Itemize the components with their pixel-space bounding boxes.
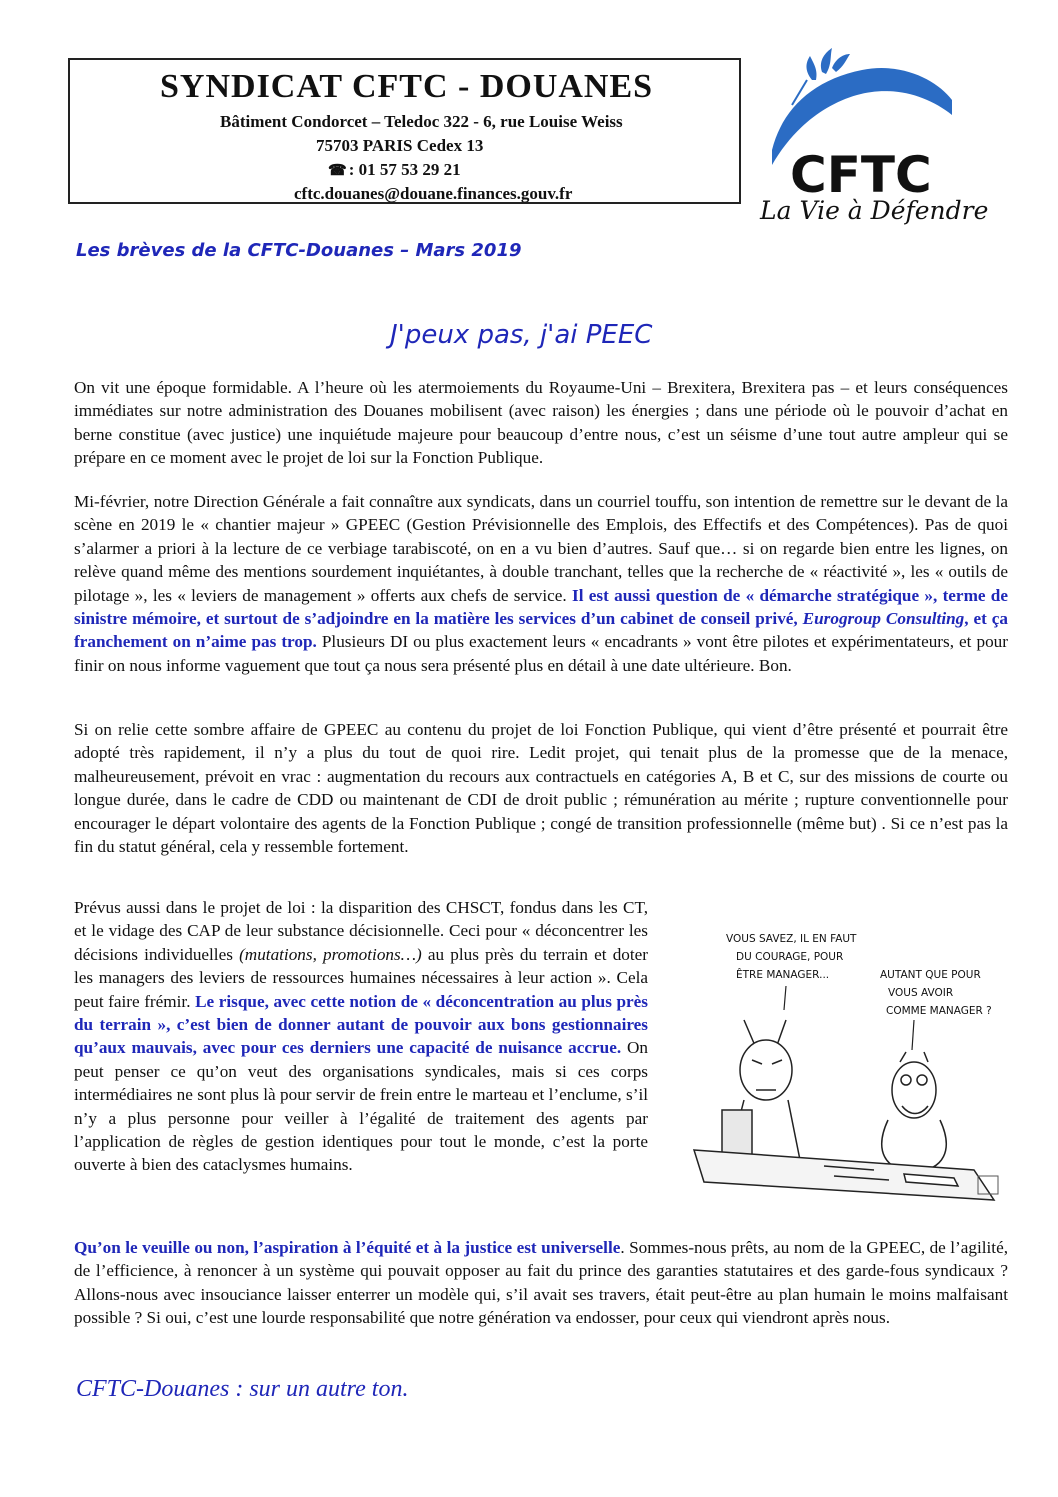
phone-line bbox=[328, 160, 461, 180]
email-address[interactable]: cftc.douanes@douane.finances.gouv.fr bbox=[294, 184, 573, 203]
paragraph-4-highlight: Le risque, avec cette notion de « déconcentration au plus près du terrain », c’est bien de donner autant de pouvoir aux bons gestionnaires qu’aux mauvais, avec pour ces derniers une capacité de nuisance accrue. bbox=[74, 991, 648, 1058]
paragraph-5-highlight: Qu’on le veuille ou non, l’aspiration à l’équité et à la justice est universelle bbox=[74, 1238, 621, 1257]
paragraph-3: Si on relie cette sombre affaire de GPEEC au contenu du projet de loi Fonction Publique, qui vient d’être présenté et pourrait être adopté très rapidement, il n’y a plus du tout de quoi rire. Ledit projet, qui tenait plus de la promesse que de la menace, malheureusement, prévoit en vrac : augmentation du recours aux contractuels en catégories A, B et C, sur des missions de courte ou longue durée, dans le cadre de CDD ou maintenant de CDI de droit public ; rémunération au mérite ; rupture conventionnelle pour encourager le départ volontaire des agents de la Fonction Publique ; congé de transition professionnelle (même but) . Si ce n’est pas la fin du statut général, cela y ressemble fortement. bbox=[74, 720, 1008, 857]
desk bbox=[694, 1150, 994, 1200]
logo-tagline: La Vie à Défendre bbox=[760, 196, 989, 225]
paragraph-4-text-mid: au plus près du terrain et doter les managers des leviers de ressources humaines nécessaires à leur action ». Cela peut faire frémir. bbox=[74, 944, 649, 1011]
speech-bubble-1-line-1: VOUS SAVEZ, IL EN FAUT bbox=[726, 933, 857, 945]
company-name: Eurogroup Consulting bbox=[802, 609, 965, 629]
address-line-2: 75703 PARIS Cedex 13 bbox=[316, 136, 484, 155]
header-box bbox=[68, 58, 741, 204]
closing-tagline: CFTC-Douanes : sur un autre ton. bbox=[76, 1376, 409, 1402]
union-name: SYNDICAT CFTC - DOUANES bbox=[160, 68, 654, 105]
speech-bubble-2-line-2: VOUS AVOIR bbox=[888, 987, 954, 999]
paragraph-2-highlight: Il est aussi question de « démarche stratégique », terme de sinistre mémoire, et surtout de s’adjoindre en la matière les services d’un cabinet de conseil privé, bbox=[74, 585, 1008, 629]
agent-character bbox=[882, 1052, 946, 1172]
leaf-icon bbox=[832, 54, 850, 72]
paragraph-5-text: . Sommes-nous prêts, au nom de la GPEEC, de l’agilité, de l’efficience, à renoncer à un système qui pouvait opposer au fait du prince des garanties statutaires et des garde-fous syndicaux ? Allons-nous avec insouciance laisser enterrer un modèle qui, s’il avait ses travers, était peut-être au plan humain le moins malfaisant possible ? Si oui, c’est une lourde responsabilité que notre génération va endosser, pour ceux qui viendront après nous. bbox=[74, 1238, 1008, 1328]
speech-bubble-1-line-2: DU COURAGE, POUR bbox=[736, 951, 844, 963]
logo-text: CFTC bbox=[790, 146, 932, 204]
paragraph-4-text-end: On peut penser ce qu’on veut des organisations syndicales, mais si ces corps intermédiaires ne sont plus là pour servir de frein entre le marteau et l’enclume, s’il n’y a plus personne pour veiller à l’égalité de traitement des agents par l’application de règles de gestion identiques pour tout le monde, c’est la porte ouverte à bien des cataclysmes humains. bbox=[74, 1038, 648, 1175]
address-line-1: Bâtiment Condorcet – Teledoc 322 - 6, rue Louise Weiss bbox=[220, 112, 623, 131]
paragraph-2-highlight-end: , et ça franchement on n’aime pas trop. bbox=[74, 609, 1008, 652]
speech-tail-2 bbox=[912, 1020, 914, 1050]
speech-bubble-1-line-3: ÊTRE MANAGER... bbox=[736, 969, 830, 981]
paragraph-2 bbox=[74, 490, 1008, 677]
paragraph-2-text-end: Plusieurs DI ou plus exactement leurs « encadrants » vont être pilotes et expérimentateurs, et pour finir on nous informe vaguement que tout ça nous sera présenté plus en détail à une date ultérieure. Bon. bbox=[74, 632, 1008, 675]
phone-icon: ☎ bbox=[328, 163, 347, 179]
paragraph-2-text: Mi-février, notre Direction Générale a fait connaître aux syndicats, dans un courriel touffu, son intention de remettre sur le devant de la scène en 2019 le « chantier majeur » GPEEC (Gestion Prévisionnelle des Emplois, des Effectifs et des Compétences). Pas de quoi s’alarmer a priori à la lecture de ce verbiage tarabiscoté, on en a vu bien d’autres. Sauf que… si on regarde bien entre les lignes, on relève quand même des mentions sourdement inquiétantes, à double tranchant, telles que la recherche de « réactivité », les « outils de pilotage », les « leviers de management » offerts aux chefs de service. bbox=[74, 492, 1008, 605]
paragraph-4-text: Prévus aussi dans le projet de loi : la disparition des CHSCT, fondus dans les CT, et le vidage des CAP de leur substance décisionnelle. Ceci pour « déconcentrer les décisions individuelles bbox=[74, 898, 648, 964]
speech-bubble-2-line-1: AUTANT QUE POUR bbox=[880, 969, 981, 981]
article-title: J'peux pas, j'ai PEEC bbox=[390, 320, 653, 350]
paragraph-4 bbox=[74, 896, 648, 1177]
cartoon-illustration bbox=[674, 920, 1010, 1210]
paragraph-5 bbox=[74, 1236, 1008, 1330]
paragraph-1: On vit une époque formidable. A l’heure où les atermoiements du Royaume-Uni – Brexitera, Brexitera pas – et leurs conséquences immédiates sur notre administration des Douanes mobilisent (avec raison) les énergies ; dans une période où le pouvoir d’achat en berne constitue (avec justice) une inquiétude majeure pour beaucoup d’entre nous, c’est un séisme d’une tout autre ampleur qui se prépare en ce moment avec le projet de loi sur la Fonction Publique. bbox=[74, 378, 1008, 468]
leaf-icon bbox=[821, 48, 832, 74]
phone-number: : 01 57 53 29 21 bbox=[348, 160, 461, 179]
speech-bubble-2-line-3: COMME MANAGER ? bbox=[886, 1005, 992, 1017]
leaf-icon bbox=[807, 56, 817, 80]
paragraph-4-italic: (mutations, promotions…) bbox=[239, 944, 422, 964]
speech-tail-1 bbox=[784, 986, 786, 1010]
newsletter-title: Les brèves de la CFTC-Douanes – Mars 2019 bbox=[76, 240, 522, 261]
